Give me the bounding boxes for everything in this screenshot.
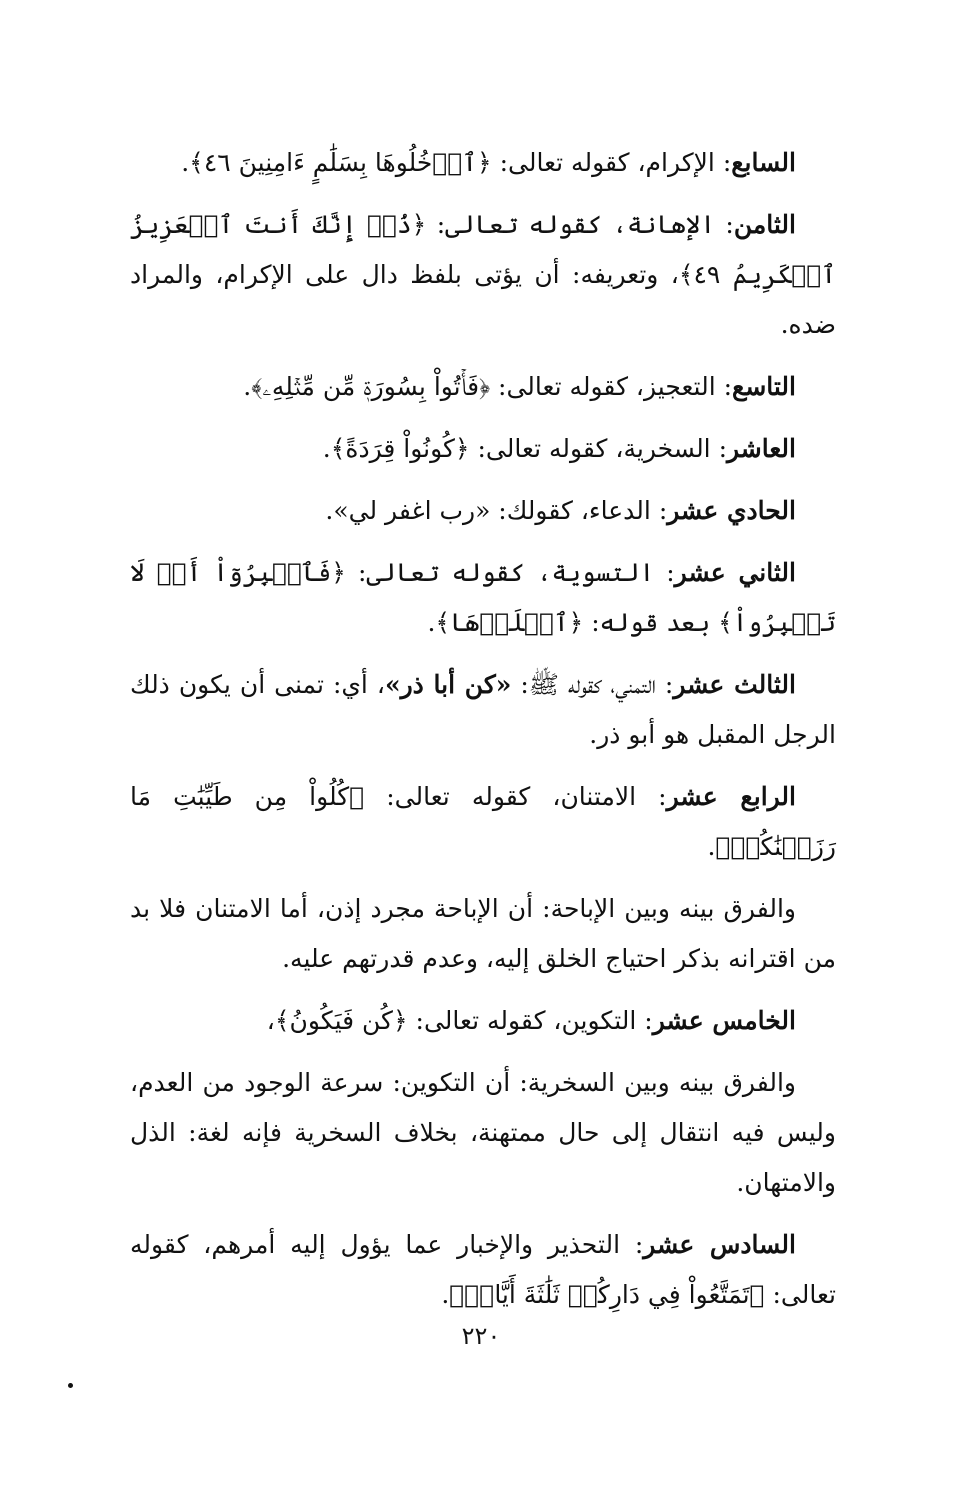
paragraph-fourteenth [130,772,836,872]
paragraph-ninth [130,362,836,412]
paragraph-fifteenth [130,996,836,1046]
paragraph-seventh [130,138,836,188]
term-label: الثاني عشر [674,558,796,587]
paragraph-text: : التمني، كقوله ﷺ: [511,670,674,699]
term-label: التاسع [732,372,796,401]
paragraph-thirteenth [130,660,836,760]
paragraph-text: : التعجيز، كقوله تعالى: ﴿فَأۡتُواْ بِسُورَةٖ مِّن مِّثۡلِهِۦ﴾. [243,372,733,401]
paragraph-text: : الإكرام، كقوله تعالى: ﴿ٱدۡخُلُوهَا بِسَلَٰمٍ ءَامِنِينَ ٤٦﴾. [181,148,732,177]
margin-dot [68,1383,73,1388]
paragraph-text: : التحذير والإخبار عما يؤول إليه أمرهم، كقوله تعالى: ﴿تَمَتَّعُواْ فِي دَارِكُمۡ ثَلَٰثَةَ أَيَّامٖ﴾. [130,1230,836,1309]
hadith-quote: «كن أبا ذر» [384,670,512,699]
term-label: العاشر [727,434,796,463]
page-body [130,138,836,1332]
paragraph-text: : الامتنان، كقوله تعالى: ﴿كُلُواْ مِن طَيِّبَٰتِ مَا رَزَقۡنَٰكُمۡ﴾. [130,782,836,861]
paragraph-text: والفرق بينه وبين الإباحة: أن الإباحة مجرد إذن، أما الامتنان فلا بد من اقترانه بذكر احتياج الخلق إليه، وعدم قدرتهم عليه. [130,894,836,973]
page-number: ٢٢٠ [461,1322,501,1350]
paragraph-text: : السخرية، كقوله تعالى: ﴿كُونُواْ قِرَدَةً﴾. [322,434,728,463]
paragraph-text: : التكوين، كقوله تعالى: ﴿كُن فَيَكُونُ﴾، [266,1006,653,1035]
term-label: الثامن [733,210,796,239]
term-label: السادس عشر [643,1230,796,1259]
paragraph-text: ، أي: تمنى أن يكون ذلك الرجل المقبل هو أبو ذر. [130,670,836,749]
term-label: الحادي عشر [667,496,796,525]
term-label: الخامس عشر [652,1006,796,1035]
term-label: الرابع عشر [666,782,796,811]
paragraph-difference-sukhriya [130,1058,836,1208]
paragraph-twelfth [130,548,836,648]
paragraph-text: والفرق بينه وبين السخرية: أن التكوين: سرعة الوجود من العدم، وليس فيه انتقال إلى حال ممتهنة، بخلاف السخرية فإنه لغة: الذل والامتهان. [130,1068,836,1197]
paragraph-text: : التسوية، كقوله تعالى: ﴿فَٱصۡبِرُوٓاْ أَوۡ لَا تَصۡبِرُواْ﴾ بعد قوله: ﴿ٱصۡلَوۡهَا﴾. [130,558,836,637]
paragraph-difference-ibaha [130,884,836,984]
paragraph-text: : الإهانة، كقوله تعالى: ﴿ذُقۡ إِنَّكَ أَنتَ ٱلۡعَزِيزُ ٱلۡكَرِيمُ ٤٩﴾، وتعريفه: أن يؤتى بلفظ دال على الإكرام، والمراد ضده. [130,210,836,339]
paragraph-text: : الدعاء، كقولك: «رب اغفر لي». [325,496,668,525]
paragraph-sixteenth [130,1220,836,1320]
paragraph-eighth [130,200,836,350]
term-label: السابع [731,148,796,177]
term-label: الثالث عشر [673,670,796,699]
paragraph-eleventh [130,486,836,536]
paragraph-tenth [130,424,836,474]
